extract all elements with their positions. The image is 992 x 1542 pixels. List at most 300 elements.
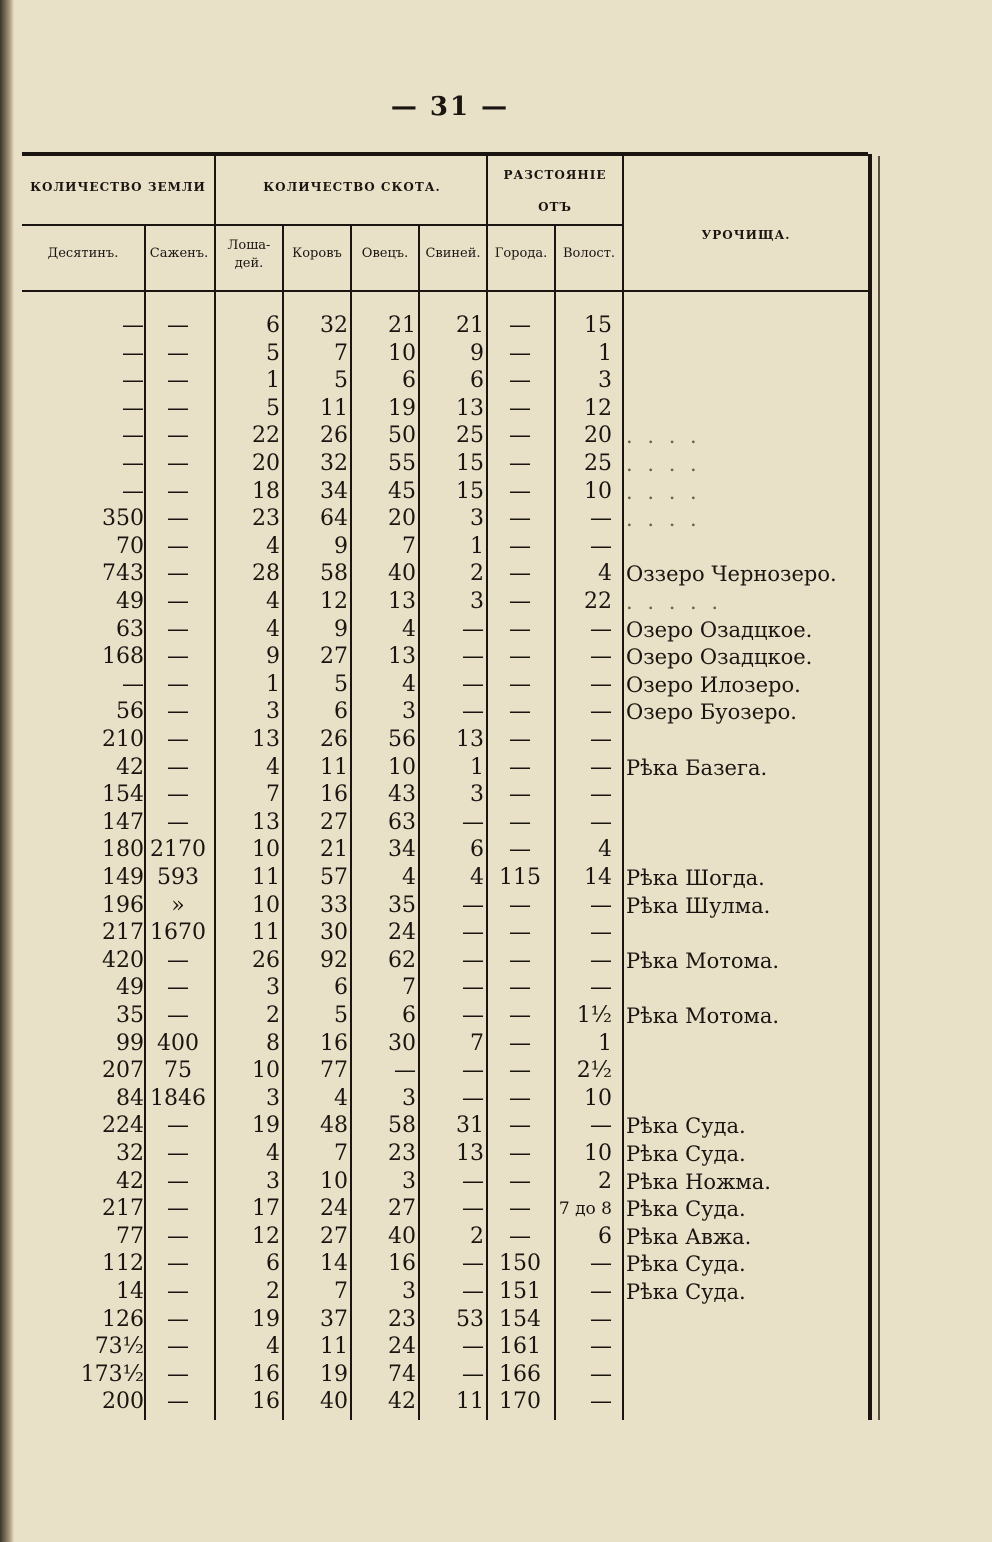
volost-cell: 3 xyxy=(598,368,612,394)
sazhen-cell: — xyxy=(167,975,189,1001)
svinei-cell: 7 xyxy=(470,1030,484,1056)
tract-cell xyxy=(624,1085,870,1113)
sazhen-cell: — xyxy=(167,1389,189,1415)
table-row xyxy=(22,367,868,395)
goroda-cell: — xyxy=(509,451,531,476)
table-row xyxy=(22,947,868,975)
goroda-cell: — xyxy=(509,947,531,973)
sazhen-cell: 1846 xyxy=(150,1085,206,1111)
desyatin-cell: — xyxy=(122,451,144,476)
loshadei-cell: 18 xyxy=(252,478,280,504)
korov-cell: 48 xyxy=(320,1113,348,1139)
header-cattle-group: КОЛИЧЕСТВО СКОТА. xyxy=(263,180,441,194)
goroda-cell: — xyxy=(509,506,531,532)
ovets-cell: 20 xyxy=(388,506,416,532)
desyatin-cell: 168 xyxy=(102,644,144,670)
table-row xyxy=(22,1223,868,1251)
loshadei-cell: 8 xyxy=(266,1030,280,1056)
desyatin-cell: 84 xyxy=(116,1085,144,1111)
korov-cell: 64 xyxy=(320,506,348,532)
svinei-cell: 15 xyxy=(456,451,484,476)
tract-cell xyxy=(624,974,870,1002)
tract-cell: Озеро Илозеро. xyxy=(626,672,801,697)
volost-cell: 2¹⁄₂ xyxy=(576,1058,612,1084)
loshadei-cell: 13 xyxy=(252,727,280,752)
loshadei-cell: 4 xyxy=(266,1334,280,1360)
loshadei-cell: 1 xyxy=(266,368,280,394)
goroda-cell: — xyxy=(509,837,531,863)
svinei-cell: 13 xyxy=(456,727,484,752)
tract-cell: Рѣка Шулма. xyxy=(626,893,771,918)
svinei-cell: 2 xyxy=(470,1223,484,1249)
loshadei-cell: 6 xyxy=(266,313,280,338)
goroda-cell: 115 xyxy=(499,865,541,890)
desyatin-cell: 154 xyxy=(102,782,144,808)
ovets-cell: 3 xyxy=(402,1085,416,1111)
statistics-table xyxy=(22,152,868,1420)
volost-cell: 10 xyxy=(584,1141,612,1166)
volost-cell: — xyxy=(590,975,612,1001)
korov-cell: 57 xyxy=(320,865,348,890)
desyatin-cell: — xyxy=(122,313,144,338)
sazhen-cell: — xyxy=(167,340,189,366)
table-row xyxy=(22,1250,868,1278)
header-land-group: КОЛИЧЕСТВО ЗЕМЛИ xyxy=(30,180,206,194)
desyatin-cell: 180 xyxy=(102,837,144,863)
ovets-cell: 50 xyxy=(388,423,416,449)
desyatin-cell: 217 xyxy=(102,920,144,946)
goroda-cell: — xyxy=(509,782,531,808)
sazhen-cell: — xyxy=(167,809,189,835)
korov-cell: 6 xyxy=(334,699,348,725)
ovets-cell: — xyxy=(394,1058,416,1084)
volost-cell: — xyxy=(590,1361,612,1387)
svinei-cell: 2 xyxy=(470,561,484,587)
ovets-cell: 23 xyxy=(388,1141,416,1166)
volost-cell: — xyxy=(590,727,612,752)
table-row xyxy=(22,395,868,423)
table-row xyxy=(22,698,868,726)
tract-cell: Озеро Озадцкое. xyxy=(626,617,813,642)
ovets-cell: 35 xyxy=(388,892,416,918)
desyatin-cell: 56 xyxy=(116,699,144,725)
tract-cell: Оззеро Чернозеро. xyxy=(626,562,837,587)
table-row xyxy=(22,1361,868,1389)
table-row xyxy=(22,1002,868,1030)
korov-cell: 7 xyxy=(334,1141,348,1166)
tract-cell xyxy=(624,533,870,561)
table-row xyxy=(22,1388,868,1416)
table-row xyxy=(22,1306,868,1334)
tract-cell: Рѣка Суда. xyxy=(626,1280,746,1304)
table-row xyxy=(22,616,868,644)
desyatin-cell: — xyxy=(122,395,144,421)
goroda-cell: — xyxy=(509,368,531,394)
sazhen-cell: — xyxy=(167,313,189,338)
tract-cell: Рѣка Базега. xyxy=(626,755,768,780)
sazhen-cell: — xyxy=(167,644,189,670)
svinei-cell: — xyxy=(462,809,484,835)
svinei-cell: 1 xyxy=(470,754,484,780)
goroda-cell: — xyxy=(509,313,531,338)
svinei-cell: — xyxy=(462,1003,484,1028)
sazhen-cell: — xyxy=(167,699,189,725)
desyatin-cell: 420 xyxy=(102,947,144,973)
table-row xyxy=(22,478,868,506)
volost-cell: 6 xyxy=(598,1223,612,1249)
table-row xyxy=(22,864,868,892)
desyatin-cell: — xyxy=(122,368,144,394)
sazhen-cell: — xyxy=(167,1003,189,1028)
table-row xyxy=(22,836,868,864)
sazhen-cell: — xyxy=(167,671,189,697)
sazhen-cell: — xyxy=(167,1361,189,1387)
tract-cell xyxy=(624,1057,870,1085)
desyatin-cell: 70 xyxy=(116,533,144,559)
tract-cell xyxy=(624,367,870,395)
loshadei-cell: 17 xyxy=(252,1196,280,1222)
korov-cell: 21 xyxy=(320,837,348,863)
tract-cell xyxy=(624,1306,870,1334)
goroda-cell: 161 xyxy=(499,1334,541,1360)
desyatin-cell: 126 xyxy=(102,1306,144,1332)
page-binding-edge xyxy=(0,0,14,1542)
svinei-cell: 15 xyxy=(456,478,484,504)
sazhen-cell: — xyxy=(167,616,189,642)
loshadei-cell: 12 xyxy=(252,1223,280,1249)
desyatin-cell: 73¹⁄₂ xyxy=(94,1334,144,1360)
sazhen-cell: — xyxy=(167,1168,189,1194)
desyatin-cell: 147 xyxy=(102,809,144,835)
svinei-cell: — xyxy=(462,699,484,725)
ovets-cell: 3 xyxy=(402,1279,416,1304)
volost-cell: — xyxy=(590,1389,612,1415)
volost-cell: — xyxy=(590,809,612,835)
svinei-cell: — xyxy=(462,1361,484,1387)
loshadei-cell: 13 xyxy=(252,809,280,835)
ovets-cell: 40 xyxy=(388,1223,416,1249)
volost-cell: 2 xyxy=(598,1168,612,1194)
col-rule-1 xyxy=(144,224,146,290)
goroda-cell: 170 xyxy=(499,1389,541,1415)
desyatin-cell: — xyxy=(122,340,144,366)
svinei-cell: — xyxy=(462,975,484,1001)
korov-cell: 30 xyxy=(320,920,348,946)
desyatin-cell: 217 xyxy=(102,1196,144,1222)
desyatin-cell: 743 xyxy=(102,561,144,587)
ovets-cell: 10 xyxy=(388,754,416,780)
loshadei-cell: 10 xyxy=(252,837,280,863)
desyatin-cell: 210 xyxy=(102,727,144,752)
table-row xyxy=(22,643,868,671)
ovets-cell: 63 xyxy=(388,809,416,835)
svinei-cell: 53 xyxy=(456,1306,484,1332)
header-volost: Волост. xyxy=(562,246,616,261)
loshadei-cell: 2 xyxy=(266,1279,280,1304)
header-sazhen: Саженъ. xyxy=(149,246,209,261)
korov-cell: 9 xyxy=(334,533,348,559)
svinei-cell: — xyxy=(462,616,484,642)
table-row xyxy=(22,560,868,588)
loshadei-cell: 5 xyxy=(266,395,280,421)
header-tract: УРОЧИЩА. xyxy=(701,228,791,242)
sazhen-cell: 1670 xyxy=(150,920,206,946)
loshadei-cell: 11 xyxy=(252,865,280,890)
ovets-cell: 3 xyxy=(402,699,416,725)
tract-cell: Рѣка Шогда. xyxy=(626,866,765,890)
goroda-cell: — xyxy=(509,644,531,670)
page-number: — 31 — xyxy=(390,92,510,122)
sazhen-cell: — xyxy=(167,368,189,394)
goroda-cell: — xyxy=(509,423,531,449)
table-row xyxy=(22,450,868,478)
volost-cell: — xyxy=(590,506,612,532)
sazhen-cell: 2170 xyxy=(150,837,206,863)
table-row xyxy=(22,809,868,837)
sazhen-cell: — xyxy=(167,478,189,504)
svinei-cell: 3 xyxy=(470,782,484,808)
ovets-cell: 42 xyxy=(388,1389,416,1415)
sazhen-cell: 400 xyxy=(157,1030,199,1056)
korov-cell: 34 xyxy=(320,478,348,504)
goroda-cell: — xyxy=(509,1003,531,1028)
table-row xyxy=(22,974,868,1002)
volost-cell: 7 до 8 xyxy=(558,1199,612,1220)
volost-cell: — xyxy=(590,920,612,946)
table-row xyxy=(22,533,868,561)
ovets-cell: 62 xyxy=(388,947,416,973)
tract-cell: Рѣка Суда. xyxy=(626,1252,746,1277)
volost-cell: 1 xyxy=(598,340,612,366)
ovets-cell: 58 xyxy=(388,1113,416,1139)
header-ovets: Овецъ. xyxy=(361,246,409,261)
sazhen-cell: — xyxy=(167,1113,189,1139)
header-korov: Коровъ xyxy=(292,246,342,261)
desyatin-cell: 112 xyxy=(102,1251,144,1277)
table-row xyxy=(22,781,868,809)
loshadei-cell: 5 xyxy=(266,340,280,366)
desyatin-cell: 42 xyxy=(116,754,144,780)
korov-cell: 7 xyxy=(334,1279,348,1304)
ovets-cell: 55 xyxy=(388,451,416,476)
desyatin-cell: — xyxy=(122,478,144,504)
goroda-cell: 150 xyxy=(499,1251,541,1277)
svinei-cell: 31 xyxy=(456,1113,484,1139)
loshadei-cell: 10 xyxy=(252,1058,280,1084)
loshadei-cell: 4 xyxy=(266,616,280,642)
korov-cell: 11 xyxy=(320,1334,348,1360)
korov-cell: 19 xyxy=(320,1361,348,1387)
loshadei-cell: 10 xyxy=(252,892,280,918)
korov-cell: 40 xyxy=(320,1389,348,1415)
korov-cell: 58 xyxy=(320,561,348,587)
table-row xyxy=(22,919,868,947)
tract-cell: Рѣка Суда. xyxy=(626,1114,746,1139)
svinei-cell: — xyxy=(462,947,484,973)
goroda-cell: — xyxy=(509,1085,531,1111)
loshadei-cell: 16 xyxy=(252,1361,280,1387)
ovets-cell: 30 xyxy=(388,1030,416,1056)
svinei-cell: 11 xyxy=(456,1389,484,1415)
table-row xyxy=(22,505,868,533)
korov-cell: 6 xyxy=(334,975,348,1001)
sazhen-cell: — xyxy=(167,533,189,559)
ovets-cell: 4 xyxy=(402,865,416,890)
tract-cell xyxy=(624,1361,870,1389)
desyatin-cell: 77 xyxy=(116,1223,144,1249)
volost-cell: — xyxy=(590,1334,612,1360)
sazhen-cell: — xyxy=(167,589,189,614)
goroda-cell: — xyxy=(509,754,531,780)
volost-cell: 10 xyxy=(584,1085,612,1111)
svinei-cell: — xyxy=(462,1058,484,1084)
volost-cell: — xyxy=(590,1279,612,1304)
loshadei-cell: 7 xyxy=(266,782,280,808)
tract-cell: Озеро Буозеро. xyxy=(626,700,797,725)
volost-cell: 12 xyxy=(584,395,612,421)
tract-cell: . . . . xyxy=(626,507,701,532)
header-distance-group-line1: РАЗСТОЯНІЕ xyxy=(503,168,607,182)
ovets-cell: 3 xyxy=(402,1168,416,1194)
tract-cell xyxy=(624,919,870,947)
ovets-cell: 43 xyxy=(388,782,416,808)
korov-cell: 92 xyxy=(320,947,348,973)
korov-cell: 16 xyxy=(320,1030,348,1056)
desyatin-cell: 207 xyxy=(102,1058,144,1084)
desyatin-cell: 42 xyxy=(116,1168,144,1194)
table-row xyxy=(22,1057,868,1085)
volost-cell: — xyxy=(590,1306,612,1332)
table-row xyxy=(22,1195,868,1223)
loshadei-cell: 23 xyxy=(252,506,280,532)
sazhen-cell: — xyxy=(167,423,189,449)
korov-cell: 37 xyxy=(320,1306,348,1332)
svinei-cell: 21 xyxy=(456,313,484,338)
table-row xyxy=(22,1085,868,1113)
table-row xyxy=(22,1140,868,1168)
volost-cell: 4 xyxy=(598,561,612,587)
table-row xyxy=(22,588,868,616)
volost-cell: — xyxy=(590,947,612,973)
goroda-cell: — xyxy=(509,533,531,559)
korov-cell: 32 xyxy=(320,451,348,476)
svinei-cell: 13 xyxy=(456,395,484,421)
korov-cell: 27 xyxy=(320,644,348,670)
goroda-cell: — xyxy=(509,1196,531,1222)
goroda-cell: — xyxy=(509,727,531,752)
desyatin-cell: 173¹⁄₂ xyxy=(80,1361,144,1387)
goroda-cell: — xyxy=(509,1058,531,1084)
desyatin-cell: 99 xyxy=(116,1030,144,1056)
ovets-cell: 34 xyxy=(388,837,416,863)
goroda-cell: — xyxy=(509,892,531,918)
tract-cell: . . . . . xyxy=(626,590,723,614)
tract-cell: Рѣка Авжа. xyxy=(626,1224,752,1249)
loshadei-cell: 20 xyxy=(252,451,280,476)
tract-cell: Рѣка Мотома. xyxy=(626,948,780,973)
loshadei-cell: 4 xyxy=(266,589,280,614)
loshadei-cell: 19 xyxy=(252,1306,280,1332)
volost-cell: — xyxy=(590,644,612,670)
header-distance-group-line2: ОТЪ xyxy=(538,200,572,214)
desyatin-cell: — xyxy=(122,423,144,449)
ovets-cell: 7 xyxy=(402,975,416,1001)
tract-cell: Рѣка Суда. xyxy=(626,1142,746,1166)
table-row xyxy=(22,892,868,920)
svinei-cell: — xyxy=(462,1251,484,1277)
volost-cell: 22 xyxy=(584,589,612,614)
ovets-cell: 24 xyxy=(388,920,416,946)
goroda-cell: — xyxy=(509,809,531,835)
korov-cell: 10 xyxy=(320,1168,348,1194)
sazhen-cell: 593 xyxy=(157,865,199,890)
svinei-cell: 1 xyxy=(470,533,484,559)
ovets-cell: 21 xyxy=(388,313,416,338)
svinei-cell: 6 xyxy=(470,368,484,394)
svinei-cell: 6 xyxy=(470,837,484,863)
loshadei-cell: 19 xyxy=(252,1113,280,1139)
sazhen-cell: — xyxy=(167,1334,189,1360)
ovets-cell: 19 xyxy=(388,395,416,421)
volost-cell: 1¹⁄₂ xyxy=(576,1003,612,1028)
volost-cell: — xyxy=(590,671,612,697)
svinei-cell: — xyxy=(462,892,484,918)
sazhen-cell: — xyxy=(167,1223,189,1249)
svinei-cell: 3 xyxy=(470,506,484,532)
desyatin-cell: 32 xyxy=(116,1141,144,1166)
korov-cell: 24 xyxy=(320,1196,348,1222)
volost-cell: 1 xyxy=(598,1030,612,1056)
desyatin-cell: 35 xyxy=(116,1003,144,1028)
loshadei-cell: 3 xyxy=(266,1085,280,1111)
korov-cell: 5 xyxy=(334,368,348,394)
table-row xyxy=(22,754,868,782)
tract-cell xyxy=(624,1333,870,1361)
ovets-cell: 10 xyxy=(388,340,416,366)
tract-cell xyxy=(624,726,870,754)
goroda-cell: 166 xyxy=(499,1361,541,1387)
loshadei-cell: 4 xyxy=(266,533,280,559)
ovets-cell: 74 xyxy=(388,1361,416,1387)
sazhen-cell: — xyxy=(167,395,189,421)
desyatin-cell: 200 xyxy=(102,1389,144,1415)
goroda-cell: — xyxy=(509,340,531,366)
ovets-cell: 7 xyxy=(402,533,416,559)
goroda-cell: — xyxy=(509,671,531,697)
header-rule-groups xyxy=(22,224,622,226)
svinei-cell: 4 xyxy=(470,865,484,890)
goroda-cell: — xyxy=(509,478,531,504)
korov-cell: 5 xyxy=(334,1003,348,1028)
ovets-cell: 6 xyxy=(402,368,416,394)
korov-cell: 77 xyxy=(320,1058,348,1084)
goroda-cell: 154 xyxy=(499,1306,541,1332)
svinei-cell: — xyxy=(462,1196,484,1222)
korov-cell: 16 xyxy=(320,782,348,808)
table-row xyxy=(22,312,868,340)
goroda-cell: — xyxy=(509,589,531,614)
sazhen-cell: » xyxy=(171,892,185,918)
ovets-cell: 40 xyxy=(388,561,416,587)
svinei-cell: — xyxy=(462,671,484,697)
loshadei-cell: 1 xyxy=(266,671,280,697)
tract-cell xyxy=(624,395,870,423)
goroda-cell: — xyxy=(509,699,531,725)
svinei-cell: 13 xyxy=(456,1141,484,1166)
sazhen-cell: — xyxy=(167,561,189,587)
volost-cell: — xyxy=(590,892,612,918)
ovets-cell: 13 xyxy=(388,644,416,670)
